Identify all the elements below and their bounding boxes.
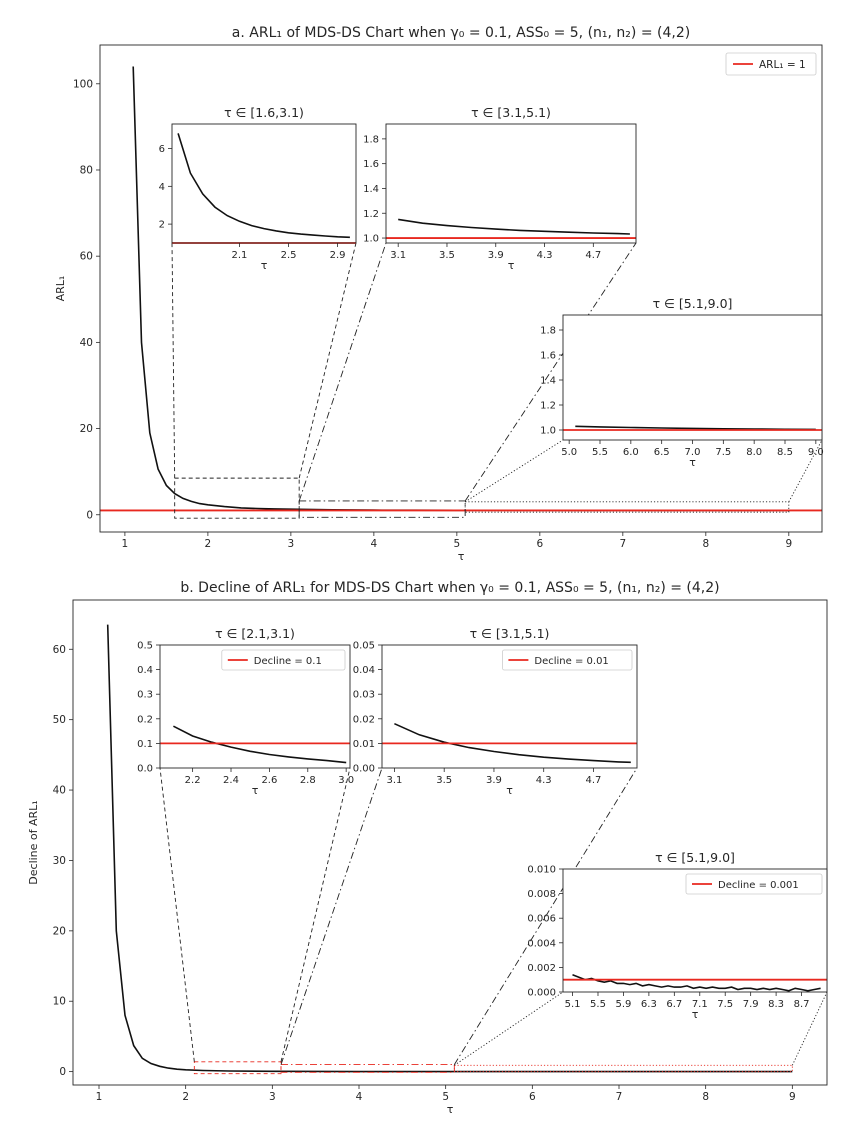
panel-b-ytick-label: 50	[52, 714, 66, 727]
panel-a-inset-2-ytick-label: 1.4	[363, 183, 379, 195]
panel-a-inset-2-title: τ ∈ [3.1,5.1)	[471, 105, 551, 120]
panel-b-inset-3-xtick-label: 5.5	[590, 999, 606, 1010]
panel-a-inset-3-title: τ ∈ [5.1,9.0]	[652, 296, 733, 311]
panel-a-inset-1-xtick-label: 2.1	[231, 250, 248, 261]
panel-a-inset-3-ytick-label: 1.8	[540, 325, 556, 337]
panel-a-legend-label: ARL₁ = 1	[759, 59, 806, 71]
panel-a-inset-1-xtick-label: 2.5	[280, 250, 297, 261]
panel-a-ytick-label: 60	[79, 250, 93, 263]
panel-b-inset-2-legend	[502, 650, 632, 670]
panel-b-inset-2-title: τ ∈ [3.1,5.1)	[469, 626, 550, 641]
panel-b-inset-1-legend	[222, 650, 345, 670]
panel-a-xtick-label: 8	[702, 538, 710, 550]
panel-a-xtick-label: 1	[121, 538, 129, 550]
panel-b-inset-3-xtick-label: 8.7	[793, 999, 810, 1010]
panel-a-inset-1-ytick-label: 2	[158, 219, 165, 231]
panel-a-inset-1-plot-area	[172, 124, 356, 243]
panel-b-inset-2-x-axis-label: τ	[506, 784, 513, 797]
panel-b-inset-3-ytick-label: 0.004	[527, 938, 556, 950]
panel-a-inset-1-ytick-label: 4	[158, 181, 165, 193]
panel-a-legend	[726, 53, 816, 75]
panel-a-inset-2-ytick-label: 1.6	[363, 159, 379, 171]
panel-b-inset-3-xtick-label: 5.9	[615, 999, 632, 1010]
panel-a-inset-1-ytick-label: 6	[158, 144, 165, 156]
panel-a-inset-3-xtick-label: 8.5	[777, 447, 793, 458]
panel-b-inset-1-legend-label: Decline = 0.1	[253, 656, 322, 667]
panel-b-inset-3-ytick-label: 0.010	[527, 864, 556, 876]
panel-a-inset-2-x-axis-label: τ	[507, 259, 515, 272]
panel-a-xtick-label: 4	[370, 538, 378, 550]
panel-a-inset-2-xtick-label: 4.7	[585, 250, 602, 261]
panel-b-inset-1-x-axis-label: τ	[251, 784, 259, 797]
panel-a-xtick-label: 7	[619, 538, 627, 550]
panel-b-x-axis-label: τ	[446, 1103, 454, 1116]
panel-b-xtick-label: 5	[442, 1091, 450, 1103]
panel-b-xtick-label: 3	[268, 1091, 276, 1103]
panel-a-inset-3-x-axis-label: τ	[689, 456, 696, 469]
panel-b-inset-3-ytick-label: 0.006	[527, 913, 556, 925]
panel-b-inset-2-xtick-label: 3.9	[485, 775, 502, 786]
panel-a-inset-2-xtick-label: 4.3	[536, 250, 553, 261]
panel-b-ytick-label: 20	[52, 925, 66, 938]
panel-b-y-axis-label: Decline of ARL₁	[27, 800, 40, 885]
panel-b-inset-1-xtick-label: 2.4	[223, 775, 239, 786]
panel-a-ytick-label: 40	[79, 336, 93, 349]
panel-a-inset-3-ytick-label: 1.4	[540, 375, 556, 387]
panel-a-inset-1-x-axis-label: τ	[260, 259, 268, 272]
panel-b-inset-2-ytick-label: 0.04	[352, 665, 375, 677]
panel-b-inset-1-xtick-label: 2.2	[184, 775, 201, 786]
panel-b-xtick-label: 9	[788, 1091, 796, 1103]
panel-b-inset-1-ytick-label: 0.0	[137, 763, 153, 775]
panel-b-inset-3-ytick-label: 0.008	[527, 889, 556, 901]
panel-b-inset-3-xtick-label: 7.5	[717, 999, 734, 1010]
panel-a-inset-1-xtick-label: 2.9	[329, 250, 346, 261]
panel-b-inset-2-xtick-label: 3.1	[386, 775, 403, 786]
panel-b-inset-3-ytick-label: 0.000	[527, 987, 556, 999]
panel-a-inset-3-xtick-label: 5.5	[592, 447, 608, 458]
panel-b-inset-2-ytick-label: 0.01	[352, 738, 375, 750]
panel-a-xtick-label: 6	[536, 538, 544, 550]
panel-a-inset-3-ytick-label: 1.6	[540, 350, 556, 362]
panel-a-inset-2-ytick-label: 1.2	[363, 208, 379, 220]
panel-b-inset-3-x-axis-label: τ	[691, 1008, 699, 1021]
panel-b-title: b. Decline of ARL₁ for MDS-DS Chart when γ₀ = 0.1, ASS₀ = 5, (n₁, n₂) = (4,2)	[180, 580, 720, 596]
panel-a-inset-2-ytick-label: 1.8	[363, 134, 379, 146]
panel-b-inset-3-xtick-label: 5.1	[564, 999, 581, 1010]
panel-b-inset-3-title: τ ∈ [5.1,9.0]	[655, 850, 735, 865]
panel-a-ytick-label: 20	[79, 423, 93, 436]
panel-b-inset-1-xtick-label: 3.0	[338, 775, 355, 786]
panel-a-xtick-label: 3	[287, 538, 295, 550]
panel-b-inset-1-ytick-label: 0.3	[137, 689, 153, 701]
panel-b-inset-1-xtick-label: 2.8	[299, 775, 316, 786]
panel-a-inset-3-xtick-label: 5.0	[561, 447, 578, 458]
panel-a-xtick-label: 2	[204, 538, 212, 550]
panel-b-inset-1-ytick-label: 0.5	[137, 640, 153, 652]
panel-b-xtick-label: 7	[615, 1091, 623, 1103]
panel-a	[54, 25, 824, 563]
panel-b-inset-1-title: τ ∈ [2.1,3.1)	[215, 626, 295, 641]
panel-a-inset-3-ytick-label: 1.2	[540, 400, 556, 412]
panel-a-plot-area	[100, 45, 822, 532]
panel-b-inset-1-ytick-label: 0.1	[137, 738, 153, 750]
panel-b	[27, 580, 827, 1116]
panel-b-inset-1-xtick-label: 2.6	[261, 775, 278, 786]
panel-b-inset-2-xtick-label: 3.5	[436, 775, 453, 786]
panel-a-inset-3-xtick-label: 7.0	[684, 447, 701, 458]
panel-a-inset-3-plot-area	[563, 315, 822, 440]
panel-b-xtick-label: 4	[355, 1091, 363, 1103]
panel-a-ytick-label: 100	[72, 78, 93, 91]
panel-a-inset-3-xtick-label: 8.0	[746, 447, 763, 458]
panel-a-inset-2-plot-area	[386, 124, 636, 243]
panel-b-inset-3-xtick-label: 7.1	[691, 999, 708, 1010]
panel-b-inset-3-xtick-label: 8.3	[768, 999, 785, 1010]
panel-b-ytick-label: 40	[52, 784, 66, 797]
panel-b-inset-1-ytick-label: 0.2	[137, 714, 153, 726]
panel-b-inset-2-ytick-label: 0.05	[352, 640, 375, 652]
panel-b-inset-3-xtick-label: 6.3	[640, 999, 657, 1010]
panel-a-inset-2-ytick-label: 1.0	[363, 233, 379, 245]
panel-b-inset-3-legend-label: Decline = 0.001	[718, 880, 799, 891]
panel-b-xtick-label: 2	[182, 1091, 190, 1103]
panel-b-ytick-label: 30	[52, 854, 66, 867]
panel-b-inset-2-xtick-label: 4.7	[585, 775, 602, 786]
panel-a-inset-1-title: τ ∈ [1.6,3.1)	[224, 105, 304, 120]
panel-b-inset-2-xtick-label: 4.3	[535, 775, 552, 786]
panel-a-inset-3-ytick-label: 1.0	[540, 425, 556, 437]
panel-a-inset-2-xtick-label: 3.1	[390, 250, 407, 261]
panel-a-inset-2-xtick-label: 3.9	[487, 250, 504, 261]
panel-b-ytick-label: 0	[59, 1066, 66, 1079]
panel-a-title: a. ARL₁ of MDS-DS Chart when γ₀ = 0.1, ASS₀ = 5, (n₁, n₂) = (4,2)	[231, 25, 691, 41]
panel-a-inset-3-xtick-label: 9.0	[807, 447, 824, 458]
panel-a-inset-2-xtick-label: 3.5	[439, 250, 455, 261]
panel-a-ytick-label: 80	[79, 164, 93, 177]
panel-b-inset-3-ytick-label: 0.002	[527, 962, 556, 974]
panel-a-inset-3-xtick-label: 6.0	[622, 447, 639, 458]
panel-b-inset-2-legend-label: Decline = 0.01	[534, 656, 609, 667]
panel-a-ytick-label: 0	[86, 509, 93, 522]
panel-a-y-axis-label: ARL₁	[54, 275, 67, 302]
panel-b-ytick-label: 10	[52, 995, 66, 1008]
panel-a-xtick-label: 9	[785, 538, 793, 550]
panel-b-xtick-label: 8	[702, 1091, 710, 1103]
panel-b-inset-2-ytick-label: 0.03	[352, 689, 375, 701]
panel-b-xtick-label: 1	[95, 1091, 103, 1103]
panel-b-inset-3-xtick-label: 6.7	[666, 999, 683, 1010]
panel-b-ytick-label: 60	[52, 643, 66, 656]
panel-b-xtick-label: 6	[528, 1091, 536, 1103]
panel-a-inset-3-xtick-label: 6.5	[653, 447, 670, 458]
panel-b-inset-2-ytick-label: 0.02	[352, 714, 375, 726]
panel-a-x-axis-label: τ	[457, 550, 465, 563]
panel-a-xtick-label: 5	[453, 538, 461, 550]
panel-b-inset-1-ytick-label: 0.4	[137, 665, 153, 677]
panel-b-inset-2-ytick-label: 0.00	[352, 763, 375, 775]
panel-b-inset-3-legend	[686, 874, 822, 894]
panel-a-inset-3-xtick-label: 7.5	[715, 447, 732, 458]
panel-b-inset-3-xtick-label: 7.9	[742, 999, 759, 1010]
